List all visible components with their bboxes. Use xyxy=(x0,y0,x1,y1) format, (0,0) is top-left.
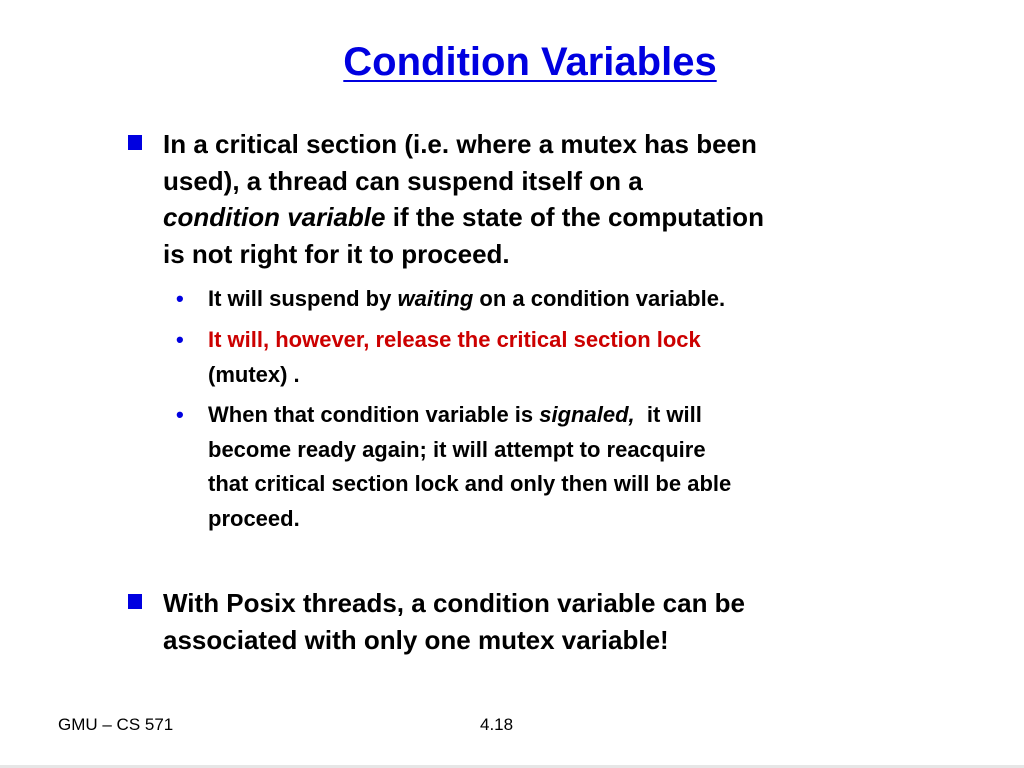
bullet-1-line-3-rest: if the state of the computation xyxy=(385,202,764,232)
slide-title: Condition Variables xyxy=(343,40,717,84)
sub-bullet-3-before: When that condition variable is xyxy=(208,402,540,427)
sub-bullet-3-emphasis: signaled, xyxy=(539,402,635,427)
sub-bullet-1-emphasis: waiting xyxy=(397,286,474,311)
dot-bullet-icon: • xyxy=(176,327,184,352)
bullet-1-line-3 xyxy=(163,199,764,236)
sub-bullet-1-after: on a condition variable. xyxy=(473,286,726,311)
bullet-2-line-1: With Posix threads, a condition variable can be xyxy=(163,588,746,618)
sub-bullet-3-line-4: proceed. xyxy=(208,505,300,531)
footer-slide-number: 4.18 xyxy=(480,715,514,734)
sub-bullet-item-1 xyxy=(176,282,726,317)
bullet-2-line-2: associated with only one mutex variable! xyxy=(163,624,669,655)
sub-bullet-1-text xyxy=(208,282,725,317)
sub-bullet-3-after: it will xyxy=(634,402,702,427)
square-bullet-icon xyxy=(128,135,142,150)
bullet-item-2 xyxy=(163,585,745,658)
footer-course: GMU – CS 571 xyxy=(58,715,174,734)
sub-bullet-2-line-2: (mutex) . xyxy=(208,361,300,387)
bullet-1-line-2: used), a thread can suspend itself on a xyxy=(163,165,643,196)
sub-bullet-item-2 xyxy=(176,323,701,392)
sub-bullet-1-before: It will suspend by xyxy=(208,286,398,311)
bullet-1-emphasis: condition variable xyxy=(163,202,386,232)
square-bullet-icon xyxy=(128,594,142,609)
bullet-item-1 xyxy=(163,126,764,272)
sub-bullet-2-highlight: It will, however, release the critical section lock xyxy=(208,327,701,352)
sub-bullet-3-line-2: become ready again; it will attempt to reacquire xyxy=(208,436,706,462)
bullet-1-line-1: In a critical section (i.e. where a mutex has been xyxy=(163,129,757,159)
bullet-1-line-4: is not right for it to proceed. xyxy=(163,238,510,269)
dot-bullet-icon: • xyxy=(176,286,184,311)
dot-bullet-icon: • xyxy=(176,402,184,427)
sub-bullet-3-line-1 xyxy=(208,398,731,433)
sub-bullet-3-line-3: that critical section lock and only then will be able xyxy=(208,471,732,496)
sub-bullet-item-3 xyxy=(176,398,732,536)
